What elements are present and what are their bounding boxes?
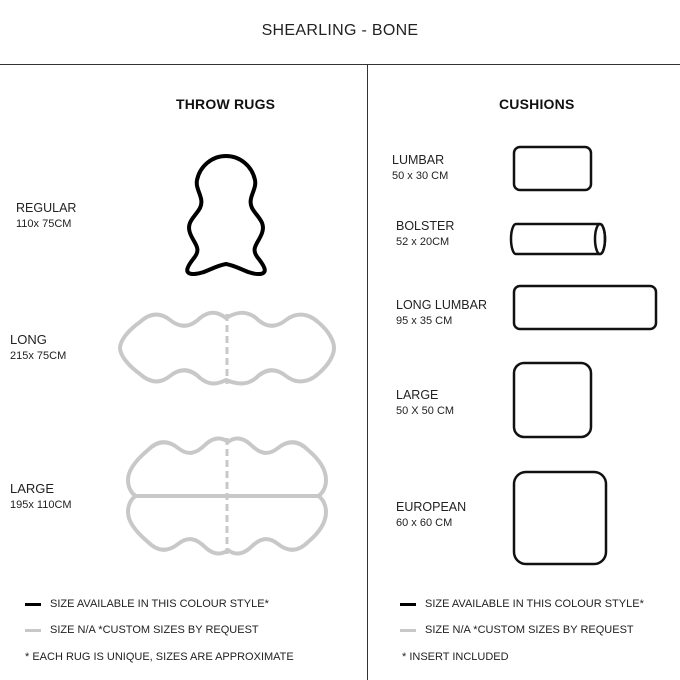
cushions-heading: CUSHIONS (499, 96, 575, 112)
legend-solid-swatch (25, 603, 41, 606)
rug-footnote: * EACH RUG IS UNIQUE, SIZES ARE APPROXIMATE (25, 651, 294, 663)
rug-long-size: 215x 75CM (10, 350, 67, 362)
rug-regular-name: REGULAR (16, 201, 77, 215)
cushion-legend-na (400, 624, 634, 636)
legend-grey-swatch (25, 629, 41, 632)
rug-regular-size: 110x 75CM (16, 218, 72, 230)
rug-large-size: 195x 110CM (10, 499, 72, 511)
legend-solid-swatch (400, 603, 416, 606)
cushion-european-shape (514, 472, 606, 564)
cushion-legend-available (400, 598, 644, 610)
cushion-bolster-end (595, 224, 605, 254)
cushion-large-name: LARGE (396, 388, 439, 402)
cushion-lumbar-size: 50 x 30 CM (392, 170, 449, 182)
cushion-bolster-name: BOLSTER (396, 219, 455, 233)
cushion-long-lumbar-size: 95 x 35 CM (396, 315, 453, 327)
cushion-legend-na-text: SIZE N/A *CUSTOM SIZES BY REQUEST (425, 624, 634, 636)
rug-long-name: LONG (10, 332, 47, 347)
rug-legend-na-text: SIZE N/A *CUSTOM SIZES BY REQUEST (50, 624, 259, 636)
cushion-lumbar-name: LUMBAR (392, 153, 445, 167)
rug-large-name: LARGE (10, 481, 55, 496)
cushion-large-shape (514, 363, 591, 437)
cushion-legend-available-text: SIZE AVAILABLE IN THIS COLOUR STYLE* (425, 598, 644, 610)
legend-grey-swatch (400, 629, 416, 632)
rug-regular-shape (187, 156, 265, 274)
throw-rugs-heading: THROW RUGS (176, 96, 276, 112)
rug-legend-available-text: SIZE AVAILABLE IN THIS COLOUR STYLE* (50, 598, 269, 610)
cushion-european-name: EUROPEAN (396, 500, 467, 514)
cushion-bolster-shape (511, 224, 605, 254)
cushion-lumbar-shape (514, 147, 591, 190)
rug-legend-na (25, 624, 259, 636)
cushion-bolster-size: 52 x 20CM (396, 236, 450, 248)
cushion-large-size: 50 X 50 CM (396, 405, 455, 417)
cushion-footnote: * INSERT INCLUDED (402, 651, 509, 663)
page-title: SHEARLING - BONE (261, 22, 419, 39)
cushion-european-size: 60 x 60 CM (396, 517, 453, 529)
cushion-long-lumbar-shape (514, 286, 656, 329)
cushion-long-lumbar-name: LONG LUMBAR (396, 298, 487, 312)
rug-legend-available (25, 598, 269, 610)
